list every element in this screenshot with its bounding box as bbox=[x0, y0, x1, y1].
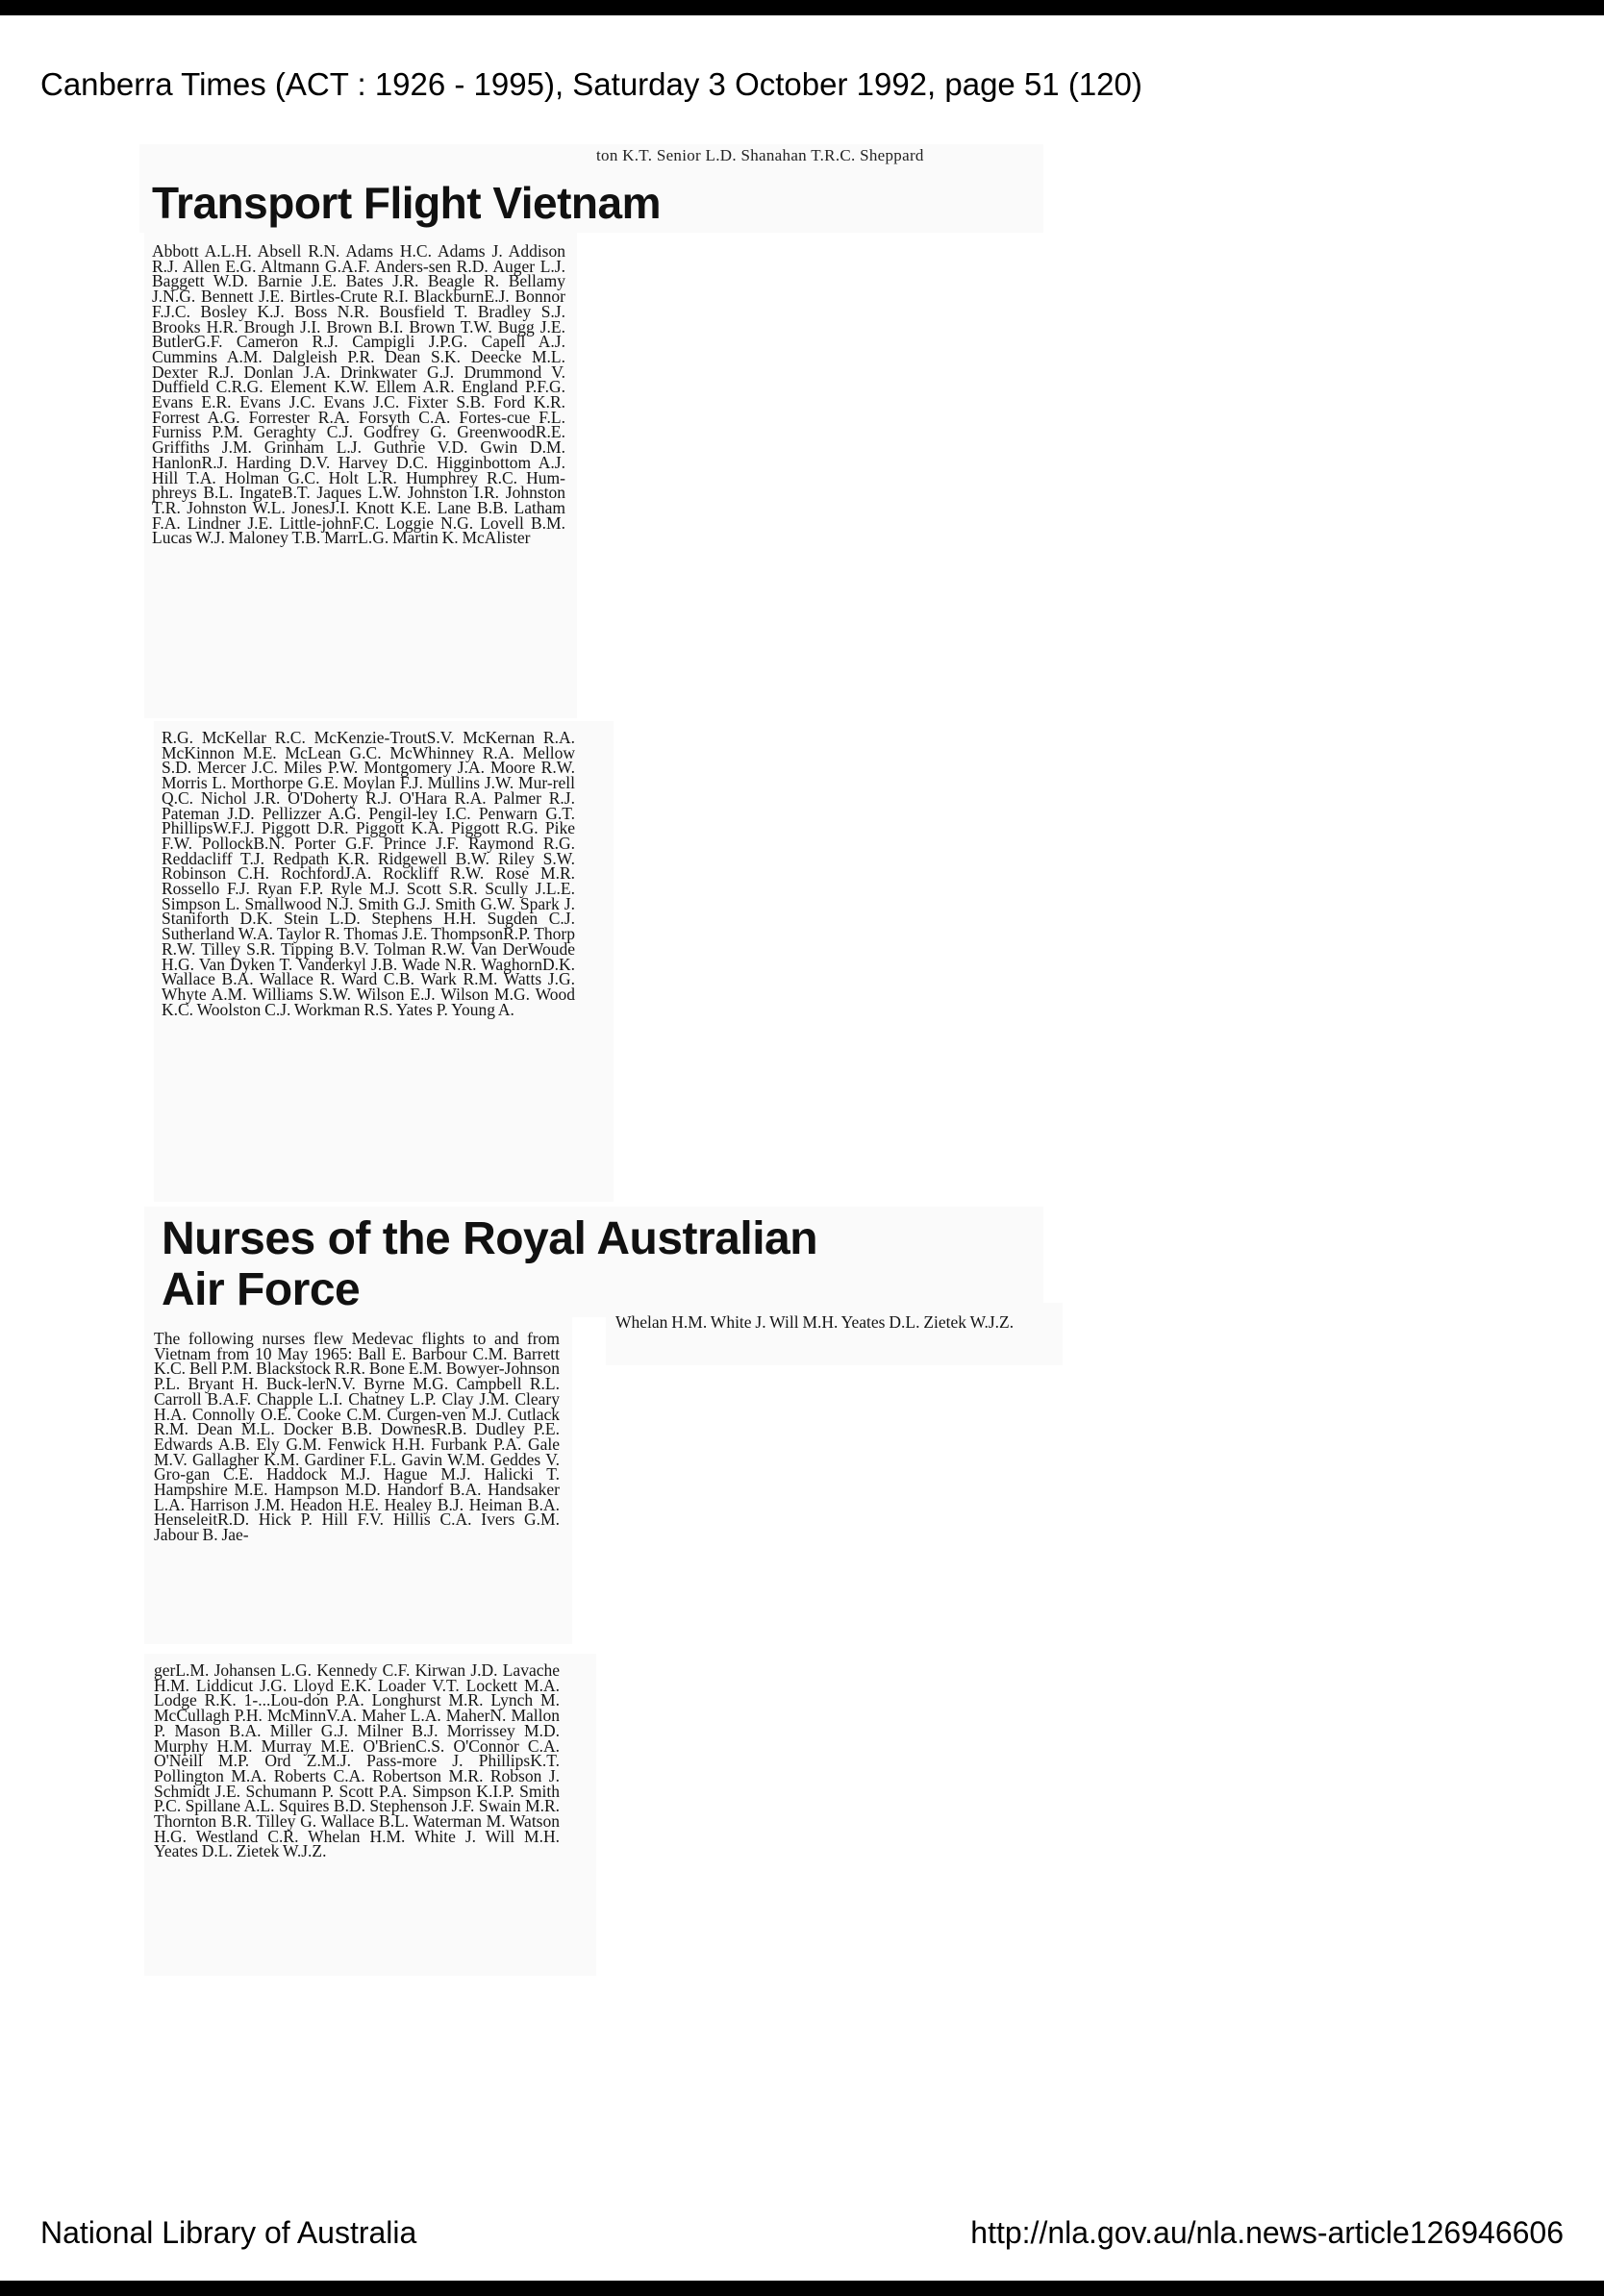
names-paragraph: Whelan H.M. White J. Will M.H. Yeates D.L. Zietek W.J.Z. bbox=[615, 1312, 1015, 1332]
citation-header: Canberra Times (ACT : 1926 - 1995), Saturday 3 October 1992, page 51 (120) bbox=[40, 66, 1142, 102]
bottom-border bbox=[0, 2281, 1604, 2296]
names-paragraph: gerL.M. Johansen L.G. Kennedy C.F. Kirwan J.D. Lavache H.M. Liddicut J.G. Lloyd E.K. Loader V.T. Lockett M.A. Lodge R.K. 1-...Lou-don P.A. Longhurst M.R. Lynch M. McCullagh P.H. McMinnV.A. Maher L.A. MaherN. Mallon P. Mason B.A. Miller G.J. Milner B.J. Morrissey M.D. Murphy H.M. Murray M.E. O'BrienC.S. O'Connor C.A. O'Neill M.P. Ord Z.M.J. Pass-more J. PhillipsK.T. Pollington M.A. Roberts C.A. Robertson M.R. Robson J. Schmidt J.E. Schumann P. Scott P.A. Simpson K.I.P. Smith P.C. Spillane A.L. Squires B.D. Stephenson J.F. Swain M.R. Thornton B.R. Tilley G. Wallace B.L. Waterman M. Watson H.G. Westland C.R. Whelan H.M. White J. Will M.H. Yeates D.L. Zietek W.J.Z. bbox=[154, 1660, 560, 1861]
names-paragraph: The following nurses flew Medevac flights to and from Vietnam from 10 May 1965: Ball E. Barbour C.M. Barrett K.C. Bell P.M. Blackstock R.R. Bone E.M. Bowyer-Johnson P.L. Bryant H. Buck-lerN.V. Byrne M.G. Campbell R.L. Carroll B.A.F. Chapple L.I. Chatney L.P. Clay J.M. Cleary H.A. Connolly O.E. Cooke C.M. Curgen-ven M.J. Cutlack R.M. Dean M.L. Docker B.B. DownesR.B. Dudley P.E. Edwards A.B. Ely G.M. Fenwick H.H. Furbank P.A. Gale M.V. Gallagher K.M. Gardiner F.L. Gavin W.M. Geddes V. Gro-gan C.E. Haddock M.J. Hague M.J. Halicki T. Hampshire M.E. Hampson M.D. Handorf B.A. Handsaker L.A. Harrison J.M. Headon H.E. Healey B.J. Heiman B.A. HenseleitR.D. Hick P. Hill F.V. Hillis C.A. Ivers G.M. Jabour B. Jae- bbox=[154, 1329, 560, 1545]
nurses-title-line2: Air Force bbox=[162, 1264, 361, 1315]
nurses-side-fragment bbox=[615, 1312, 1029, 1365]
nurses-title-line1: Nurses of the Royal Australian bbox=[162, 1213, 818, 1264]
footer-publisher: National Library of Australia bbox=[40, 2215, 417, 2250]
top-border bbox=[0, 0, 1604, 15]
names-paragraph: Abbott A.L.H. Absell R.N. Adams H.C. Adams J. Addison R.J. Allen E.G. Altmann G.A.F. Anders-sen R.D. Auger L.J. Baggett W.D. Barnie J.E. Bates J.R. Beagle R. Bellamy J.N.G. Bennett J.E. Birtles-Crute R.I. BlackburnE.J. Bonnor F.J.C. Bosley K.J. Boss N.R. Bousfield T. Bradley S.J. Brooks H.R. Brough J.I. Brown B.I. Brown T.W. Bugg J.E. ButlerG.F. Cameron R.J. Campigli J.P.G. Capell A.J. Cummins A.M. Dalgleish P.R. Dean S.K. Deecke M.L. Dexter R.J. Donlan J.A. Drinkwater G.J. Drummond V. Duffield C.R.G. Element K.W. Ellem A.R. England P.F.G. Evans E.R. Evans J.C. Evans J.C. Fixter S.B. Ford K.R. Forrest A.G. Forrester R.A. Forsyth C.A. Fortes-cue F.L. Furniss P.M. Geraghty C.J. Godfrey G. GreenwoodR.E. Griffiths J.M. Grinham L.J. Guthrie V.D. Gwin D.M. HanlonR.J. Harding D.V. Harvey D.C. Higginbottom A.J. Hill T.A. Holman G.C. Holt L.R. Humphrey R.C. Hum-phreys B.L. IngateB.T. Jaques L.W. Johnston I.R. Johnston T.R. Johnston W.L. JonesJ.I. Knott K.E. Lane B.B. Latham F.A. Lindner J.E. Little-johnF.C. Loggie N.G. Lovell B.M. Lucas W.J. Maloney T.B. MarrL.G. Martin K. McAlister bbox=[152, 241, 565, 548]
names-paragraph: R.G. McKellar R.C. McKenzie-TroutS.V. McKernan R.A. McKinnon M.E. McLean G.C. McWhinney R.A. Mellow S.D. Mercer J.C. Miles P.W. Montgomery J.A. Moore R.W. Morris L. Morthorpe G.E. Moylan F.J. Mullins J.W. Mur-rell Q.C. Nichol J.R. O'Doherty R.J. O'Hara R.A. Palmer R.J. Pateman J.D. Pellizzer A.G. Pengil-ley I.C. Penwarn G.T. PhillipsW.F.J. Piggott D.R. Piggott K.A. Piggott R.G. Pike F.W. PollockB.N. Porter G.F. Prince J.F. Raymond R.G. Reddacliff T.J. Redpath K.R. Ridgewell B.W. Riley S.W. Robinson C.H. RochfordJ.A. Rockliff R.W. Rose M.R. Rossello F.J. Ryan F.P. Ryle M.J. Scott S.R. Scully J.L.E. Simpson L. Smallwood N.J. Smith G.J. Smith G.W. Spark J. Staniforth D.K. Stein L.D. Stephens H.H. Sugden C.J. Sutherland W.A. Taylor R. Thomas J.E. ThompsonR.P. Thorp R.W. Tilley S.R. Tipping B.V. Tolman R.W. Van DerWoude H.G. Van Dyken T. Vanderkyl J.B. Wade N.R. WaghornD.K. Wallace B.A. Wallace R. Ward C.B. Wark R.M. Watts J.G. Whyte A.M. Williams S.W. Wilson E.J. Wilson M.G. Wood K.C. Woolston C.J. Workman R.S. Yates P. Young A. bbox=[162, 728, 575, 1019]
fragment-previous-list: ton K.T. Senior L.D. Shanahan T.R.C. Sheppard bbox=[596, 146, 924, 164]
footer-article-url[interactable]: http://nla.gov.au/nla.news-article126946606 bbox=[970, 2215, 1564, 2250]
nurses-names-part2 bbox=[154, 1660, 560, 1976]
transport-flight-names-part1 bbox=[152, 241, 565, 711]
transport-flight-names-part2 bbox=[162, 728, 575, 1202]
transport-flight-title: Transport Flight Vietnam bbox=[152, 178, 661, 228]
nurses-names-part1 bbox=[154, 1329, 560, 1639]
